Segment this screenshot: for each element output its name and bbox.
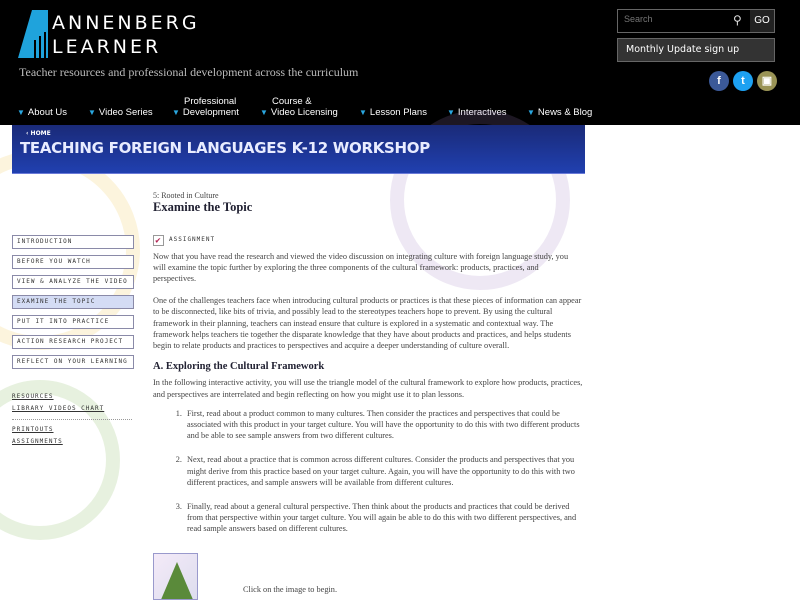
nav-label: Lesson Plans [369, 107, 427, 118]
checkmark-icon: ✔ [153, 235, 164, 246]
activity-paragraph: In the following interactive activity, you will use the triangle model of the cultural framework to explore how products, practices, and perspectives are interrelated and begin reflecting on how you might use it to plan lessons. [153, 378, 583, 399]
main-content [153, 190, 583, 548]
dropdown-arrow-icon: ▼ [527, 108, 535, 117]
list-item: 1. First, read about a product common to many cultures. Then consider the practices and perspectives that could be associated with this product in your target culture. You will have the opportunity to do this with two different products and be able to see sample answers from two different cultures. [184, 408, 583, 442]
site-header [0, 0, 800, 125]
resources-link[interactable]: RESOURCES [12, 393, 54, 400]
nav-news-blog[interactable] [527, 107, 592, 118]
twitter-icon[interactable]: t [733, 71, 753, 91]
divider [12, 419, 132, 420]
dropdown-arrow-icon: ▼ [447, 108, 455, 117]
sidebar-item-reflect[interactable]: REFLECT ON YOUR LEARNING [12, 355, 134, 369]
session-label: 5: Rooted in Culture [153, 191, 219, 200]
section-heading: A. Exploring the Cultural Framework [153, 361, 325, 373]
triangle-graphic [160, 562, 194, 600]
nav-lesson-plans[interactable] [359, 107, 427, 118]
brand-name-2: LEARNER [52, 36, 162, 58]
search-box [617, 9, 775, 33]
sidebar-item-view-analyze[interactable]: VIEW & ANALYZE THE VIDEO [12, 275, 134, 289]
search-input[interactable] [624, 14, 734, 24]
challenge-paragraph: One of the challenges teachers face when introducing cultural products or practices is that these pieces of information can appear to be disconnected, like bits of trivia, and possibly lead to the stereotypes teachers hope to prevent. By using the cultural framework in their planning, teachers can instead ensure that culture is explored in a systematic and contextual way. The framework helps teachers tie together the disparate knowledge that they have about products and practices, and helps students begin to relate products and practices to perspectives and acquire a deeper understanding of culture overall. [153, 296, 582, 351]
facebook-icon[interactable]: f [709, 71, 729, 91]
dropdown-arrow-icon: ▼ [17, 108, 25, 117]
nav-about-us[interactable] [17, 107, 67, 118]
dropdown-arrow-icon: ▼ [260, 108, 268, 117]
list-item: 3. Finally, read about a general cultural perspective. Then think about the products and practices that could be derived from that perspective within your target culture. You will again be able to do this with two different perspectives, and read sample answers based on different cultures. [184, 501, 583, 535]
nav-video-series[interactable] [88, 107, 153, 118]
dropdown-arrow-icon: ▼ [88, 108, 96, 117]
sidebar-item-introduction[interactable]: INTRODUCTION [12, 235, 134, 249]
dropdown-arrow-icon: ▼ [172, 108, 180, 117]
dropdown-arrow-icon: ▼ [359, 108, 367, 117]
nav-label: News & Blog [537, 107, 593, 118]
assignments-link[interactable]: ASSIGNMENTS [12, 438, 63, 445]
workshop-banner [12, 125, 585, 174]
cart-icon[interactable]: ▣ [757, 71, 777, 91]
click-instruction: Click on the image to begin. [243, 585, 338, 594]
tagline: Teacher resources and professional development across the curriculum [19, 65, 359, 79]
nav-professional-development[interactable] [172, 96, 239, 118]
sidebar-item-before-you-watch[interactable]: BEFORE YOU WATCH [12, 255, 134, 269]
interactive-thumbnail-image[interactable] [153, 553, 198, 600]
brand-name: ANNENBERG [52, 12, 200, 34]
assignment-label: ASSIGNMENT [169, 236, 216, 244]
sidebar [12, 235, 134, 450]
sidebar-item-action-research[interactable]: ACTION RESEARCH PROJECT [12, 335, 134, 349]
nav-label-top: Professional [184, 96, 237, 107]
nav-label: Video Licensing [270, 107, 338, 118]
home-link[interactable]: ‹ HOME [26, 130, 51, 137]
sidebar-item-put-into-practice[interactable]: PUT IT INTO PRACTICE [12, 315, 134, 329]
sidebar-item-examine-topic[interactable]: EXAMINE THE TOPIC [12, 295, 134, 309]
go-button[interactable]: GO [750, 10, 774, 32]
steps-list [184, 408, 583, 535]
page-title: Examine the Topic [153, 200, 253, 215]
search-icon[interactable]: ⚲ [733, 13, 742, 27]
nav-label: About Us [27, 107, 67, 118]
nav-label-top: Course & [272, 96, 312, 107]
nav-course-licensing[interactable] [260, 96, 338, 118]
list-item: 2. Next, read about a practice that is common across different cultures. Consider the products and perspectives that you might derive from this practice based on your target culture. Again, you will have the opportunity to do this with two different practices, and sample answers will be available from different cultures. [184, 454, 583, 488]
monthly-update-signup-button[interactable]: Monthly Update sign up [617, 38, 775, 62]
nav-label: Video Series [98, 107, 153, 118]
library-videos-chart-link[interactable]: LIBRARY VIDEOS CHART [12, 405, 105, 412]
workshop-title: TEACHING FOREIGN LANGUAGES K-12 WORKSHOP [20, 139, 430, 157]
intro-paragraph: Now that you have read the research and viewed the video discussion on integrating culture with foreign language study, you will examine the topic further by exploring the three components of the cultural framework: products, practices, and perspectives. [153, 251, 569, 284]
assignment-marker [153, 234, 583, 245]
nav-label: Interactives [457, 107, 507, 118]
printouts-link[interactable]: PRINTOUTS [12, 426, 54, 433]
nav-label: Development [182, 107, 239, 118]
